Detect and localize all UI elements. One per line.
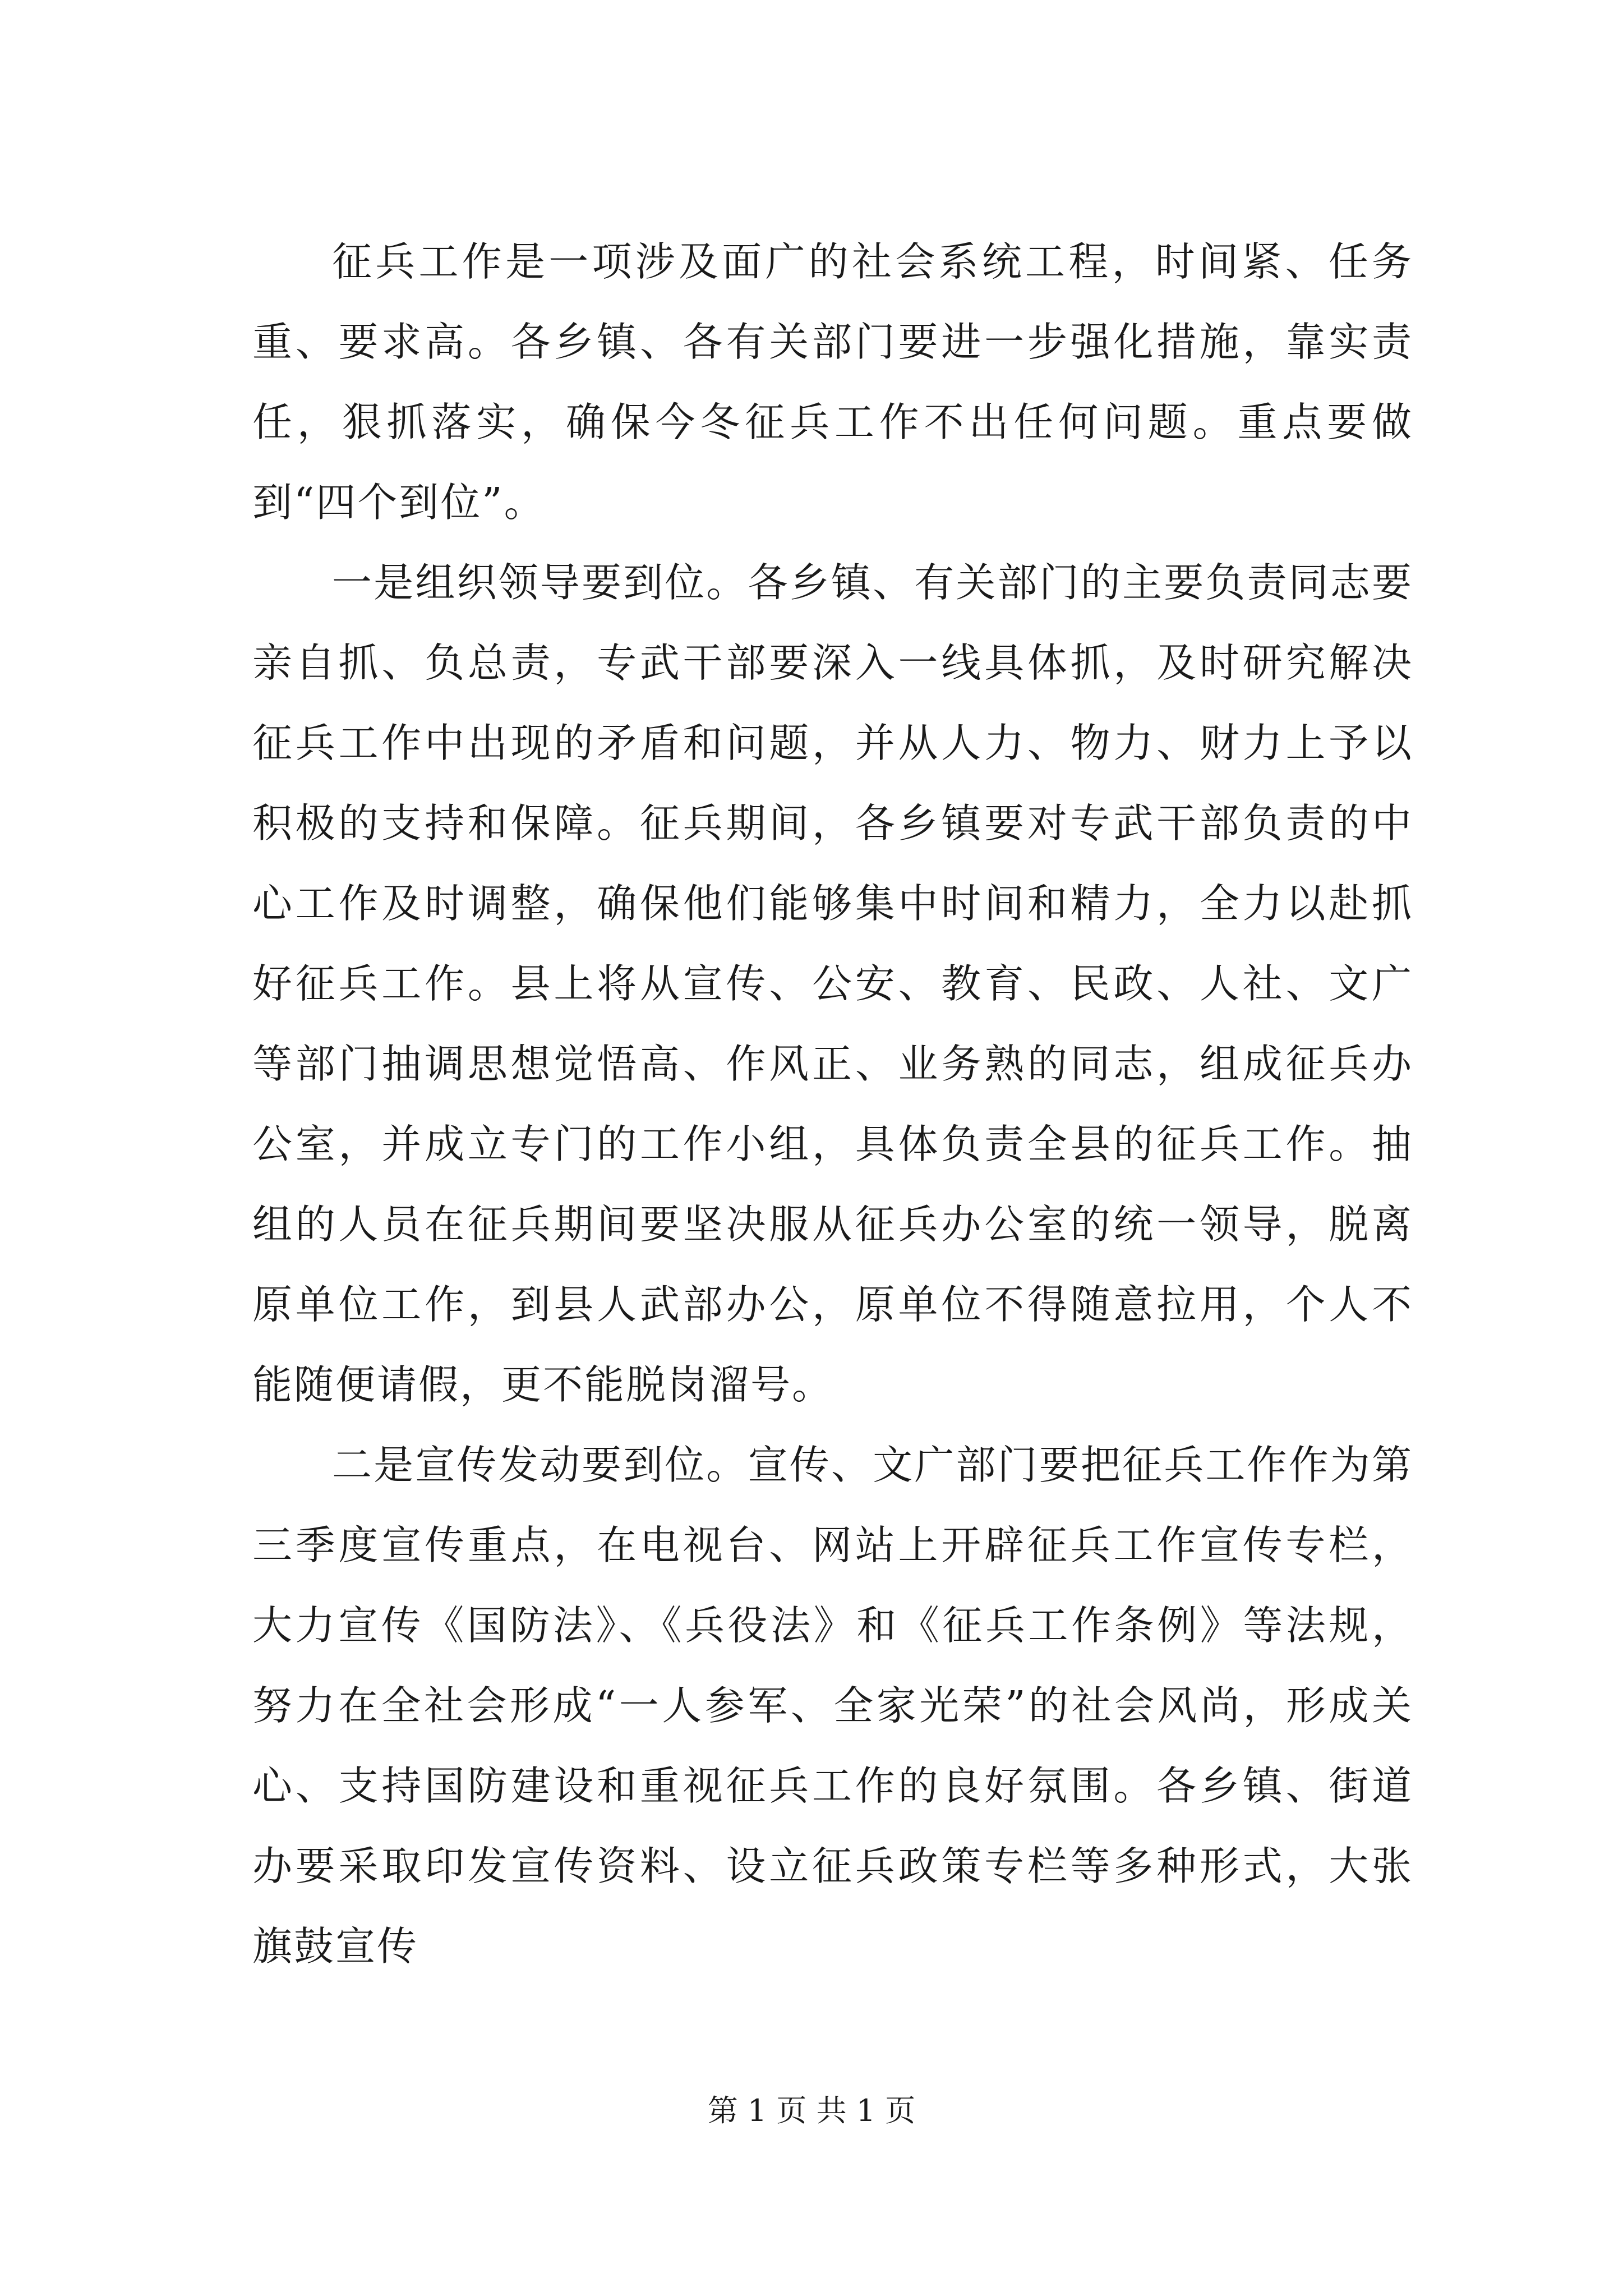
- paragraph-intro: 征兵工作是一项涉及面广的社会系统工程，时间紧、任务重、要求高。各乡镇、各有关部门要进一步强化措施，靠实责任，狠抓落实，确保今冬征兵工作不出任何问题。重点要做到“四个到位”。: [252, 238, 1413, 526]
- paragraph-organization-leadership: 一是组织领导要到位。各乡镇、有关部门的主要负责同志要亲自抓、负总责，专武干部要深入一线具体抓，及时研究解决征兵工作中出现的矛盾和问题，并从人力、物力、财力上予以积极的支持和保障。征兵期间，各乡镇要对专武干部负责的中心工作及时调整，确保他们能够集中时间和精力，全力以赴抓好征兵工作。县上将从宣传、公安、教育、民政、人社、文广等部门抽调思想觉悟高、作风正、业务熟的同志，组成征兵办公室，并成立专门的工作小组，具体负责全县的征兵工作。抽组的人员在征兵期间要坚决服从征兵办公室的统一领导，脱离原单位工作，到县人武部办公，原单位不得随意拉用，个人不能随便请假，更不能脱岗溜号。: [252, 559, 1413, 1408]
- page-footer: [0, 2091, 1623, 2131]
- paragraph-publicity-mobilization: 二是宣传发动要到位。宣传、文广部门要把征兵工作作为第三季度宣传重点，在电视台、网站上开辟征兵工作宣传专栏，大力宣传《国防法》、《兵役法》和《征兵工作条例》等法规，努力在全社会形成“一人参军、全家光荣”的社会风尚，形成关心、支持国防建设和重视征兵工作的良好氛围。各乡镇、街道办要采取印发宣传资料、设立征兵政策专栏等多种形式，大张旗鼓宣传: [252, 1442, 1413, 1970]
- document-body: [252, 222, 1413, 1986]
- page-number-label: 第 1 页 共 1 页: [707, 2093, 916, 2128]
